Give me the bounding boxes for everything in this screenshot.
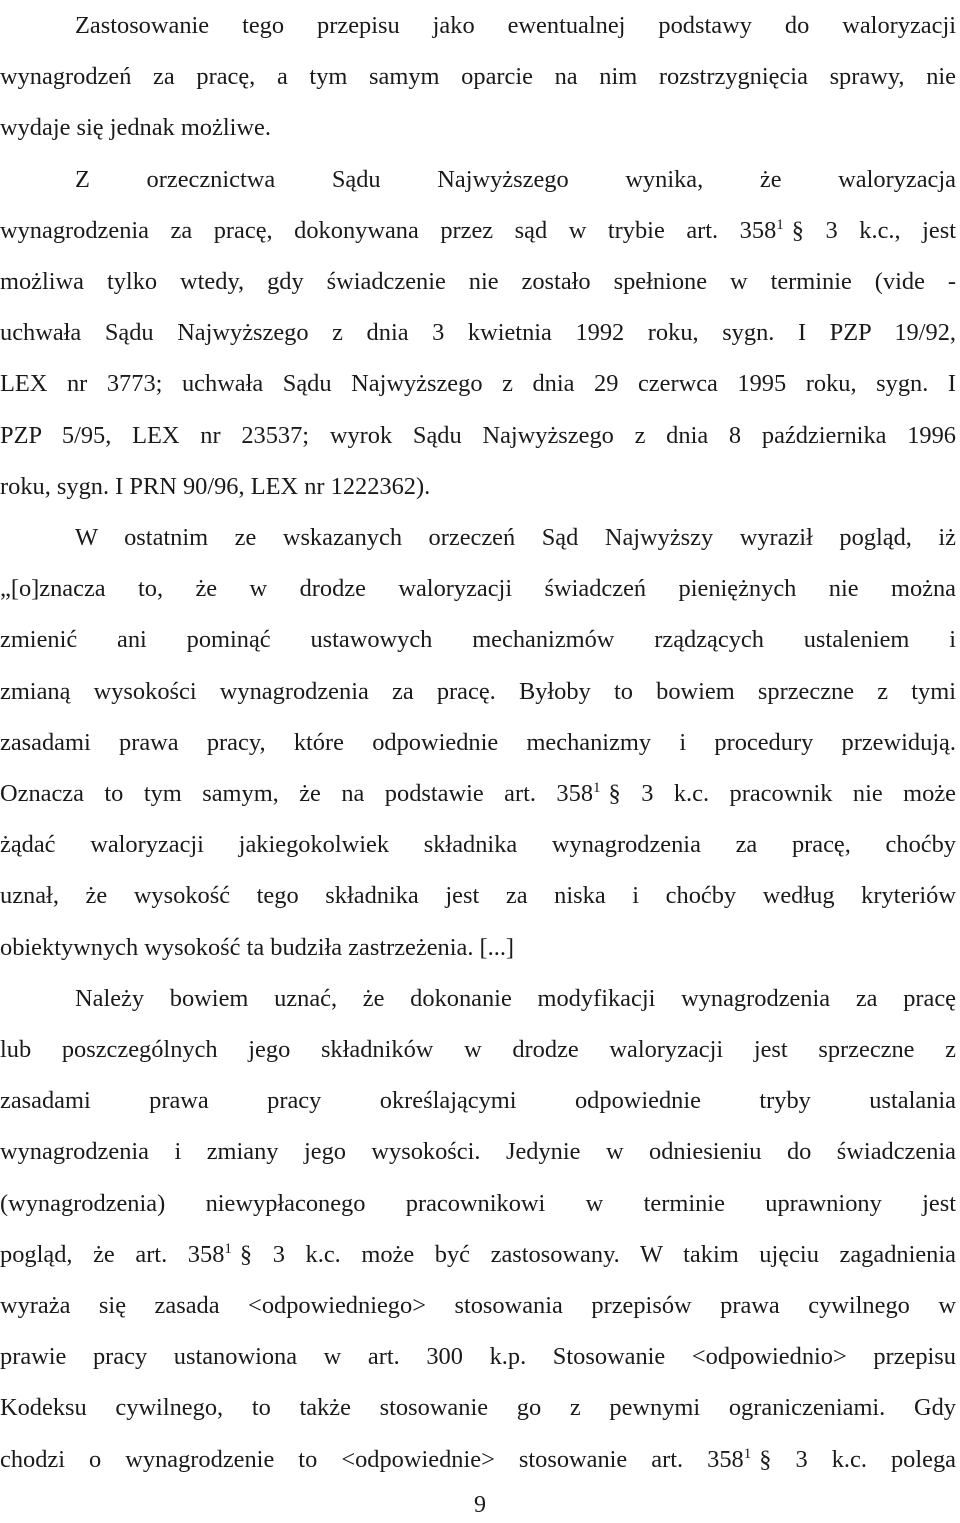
text-line: Z orzecznictwa Sądu Najwyższego wynika, że waloryzacja — [75, 165, 956, 193]
section-sign: § — [608, 780, 621, 808]
superscript: 1 — [776, 216, 784, 233]
text-line: możliwa tylko wtedy, gdy świadczenie nie zostało spełnione w terminie (vide - — [0, 268, 956, 296]
text-fragment: wynagrodzenia za pracę, dokonywana przez sąd w trybie art. 358 — [0, 216, 777, 244]
text-line: prawie pracy ustanowiona w art. 300 k.p. Stosowanie <odpowiednio> przepisu — [0, 1343, 956, 1371]
text-line: wynagrodzeń za pracę, a tym samym oparcie na nim rozstrzygnięcia sprawy, nie — [0, 63, 956, 91]
text-fragment: 3 k.c., jest — [825, 216, 956, 244]
superscript: 1 — [743, 1445, 752, 1462]
text-line: roku, sygn. I PRN 90/96, LEX nr 1222362). — [0, 472, 431, 500]
superscript: 1 — [593, 779, 601, 796]
text-fragment: chodzi o wynagrodzenie to <odpowiednie> stosowanie art. 358 — [0, 1445, 744, 1473]
text-line — [0, 1434, 956, 1485]
text-line: zmianą wysokości wynagrodzenia za pracę. Byłoby to bowiem sprzeczne z tymi — [0, 677, 956, 705]
paragraph-3 — [0, 512, 956, 973]
text-fragment: Oznacza to tym samym, że na podstawie art. 358 — [0, 780, 594, 808]
text-line: uchwała Sądu Najwyższego z dnia 3 kwietnia 1992 roku, sygn. I PZP 19/92, — [0, 319, 956, 347]
text-line: obiektywnych wysokość ta budziła zastrzeżenia. [...] — [0, 933, 515, 961]
text-line: zmienić ani pominąć ustawowych mechanizmów rządzących ustaleniem i — [0, 626, 956, 654]
text-line: Zastosowanie tego przepisu jako ewentualnej podstawy do waloryzacji — [75, 12, 956, 39]
text-line: (wynagrodzenia) niewypłaconego pracownikowi w terminie uprawniony jest — [0, 1189, 956, 1217]
text-line: wydaje się jednak możliwe. — [0, 114, 271, 142]
superscript: 1 — [224, 1240, 232, 1257]
section-sign: § — [759, 1445, 772, 1473]
text-line: żądać waloryzacji jakiegokolwiek składnika wynagrodzenia za pracę, choćby — [0, 831, 956, 859]
paragraph-1 — [0, 0, 956, 154]
text-fragment: 3 k.c. może być zastosowany. W takim ujęciu zagadnienia — [272, 1240, 956, 1268]
text-fragment: pogląd, że art. 358 — [0, 1240, 225, 1268]
paragraph-2 — [0, 154, 956, 512]
page-number: 9 — [474, 1492, 486, 1518]
text-line: „[o]znacza to, że w drodze waloryzacji świadczeń pieniężnych nie można — [0, 575, 956, 603]
text-line — [0, 768, 956, 819]
text-line: wyraża się zasada <odpowiedniego> stosowania przepisów prawa cywilnego w — [0, 1292, 956, 1320]
text-line: PZP 5/95, LEX nr 23537; wyrok Sądu Najwyższego z dnia 8 października 1996 — [0, 421, 956, 449]
text-line: wynagrodzenia i zmiany jego wysokości. Jedynie w odniesieniu do świadczenia — [0, 1138, 956, 1166]
text-fragment: 3 k.c. pracownik nie może — [641, 780, 956, 808]
text-line: zasadami prawa pracy, które odpowiednie mechanizmy i procedury przewidują. — [0, 728, 956, 756]
text-line: LEX nr 3773; uchwała Sądu Najwyższego z dnia 29 czerwca 1995 roku, sygn. I — [0, 370, 956, 398]
paragraph-4 — [0, 973, 956, 1485]
text-line: Kodeksu cywilnego, to także stosowanie go z pewnymi ograniczeniami. Gdy — [0, 1394, 956, 1422]
section-sign: § — [791, 216, 804, 244]
text-line: lub poszczególnych jego składników w drodze waloryzacji jest sprzeczne z — [0, 1036, 956, 1064]
text-line: zasadami prawa pracy określającymi odpowiednie tryby ustalania — [0, 1087, 956, 1115]
section-sign: § — [239, 1240, 253, 1268]
text-line: uznał, że wysokość tego składnika jest za niska i choćby według kryteriów — [0, 882, 956, 910]
text-line — [0, 1229, 956, 1280]
text-fragment: 3 k.c. polega — [795, 1445, 956, 1473]
text-line — [0, 205, 956, 256]
text-line: W ostatnim ze wskazanych orzeczeń Sąd Najwyższy wyraził pogląd, iż — [75, 524, 956, 552]
text-line: Należy bowiem uznać, że dokonanie modyfikacji wynagrodzenia za pracę — [75, 984, 956, 1012]
